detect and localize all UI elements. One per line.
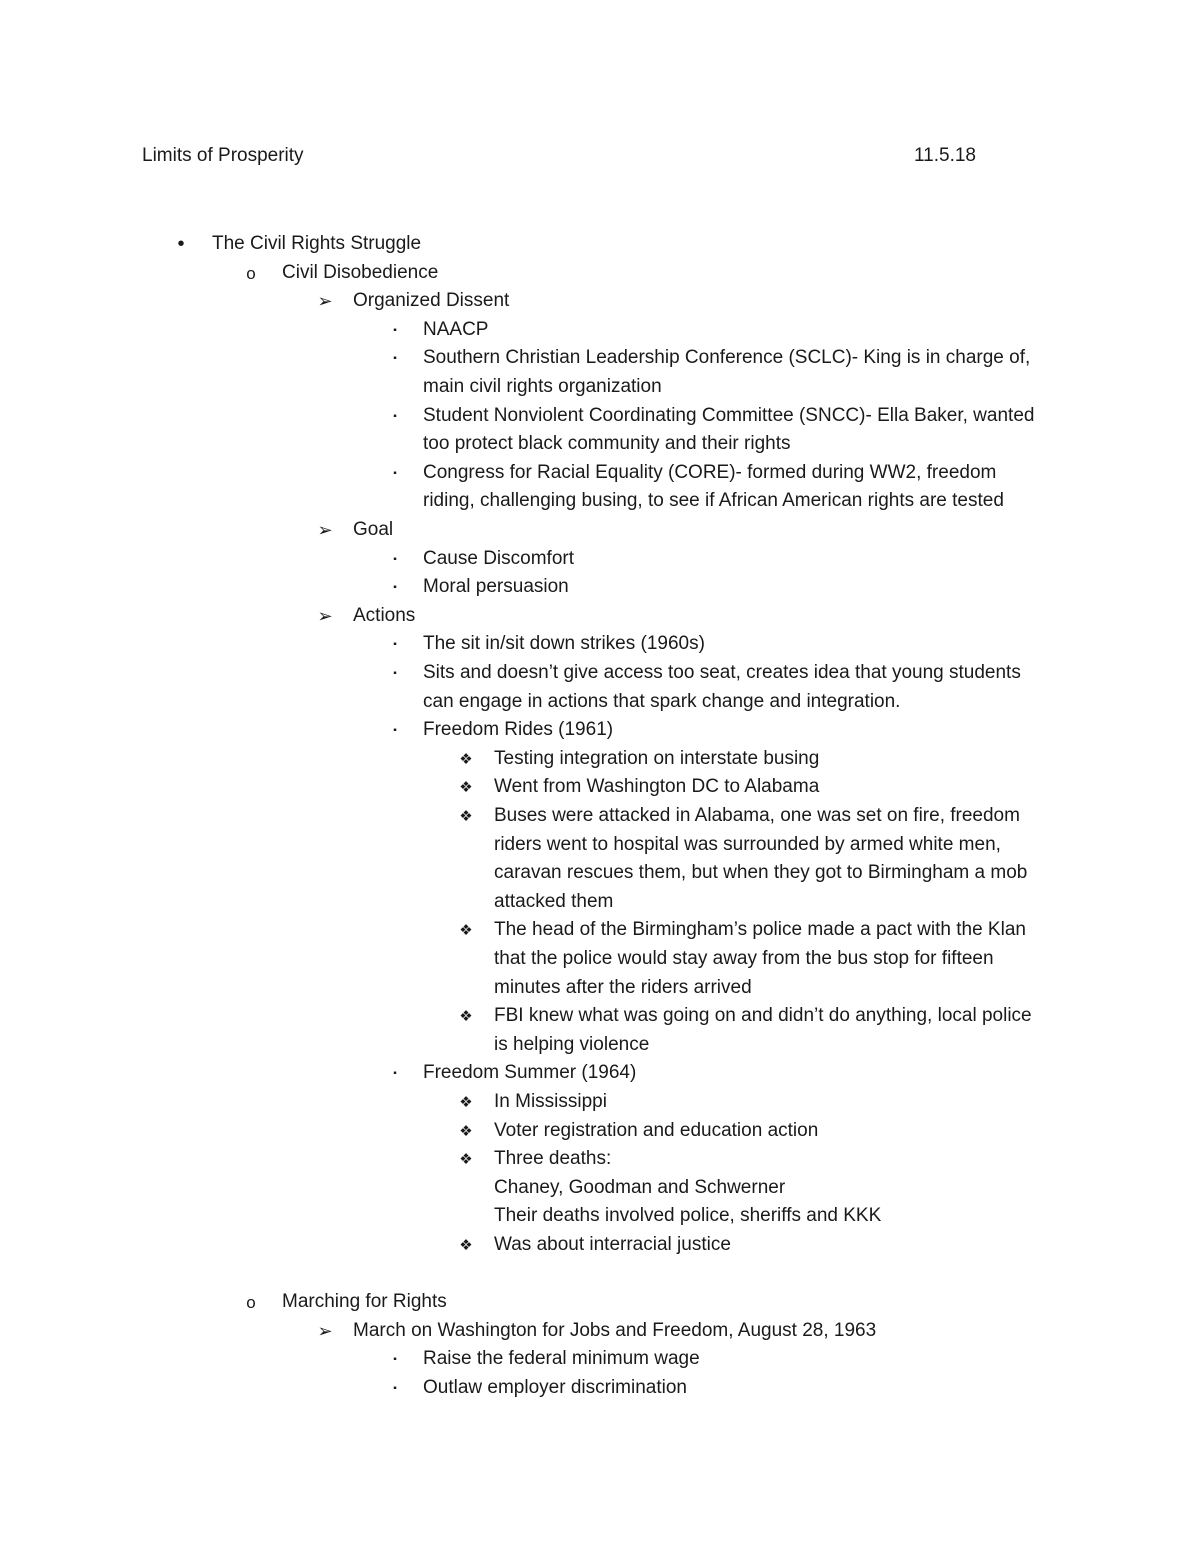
outline-line <box>393 1059 637 1087</box>
outline-line <box>459 1231 731 1259</box>
square-bullet-icon: ▪ <box>393 553 397 565</box>
square-bullet-icon: ▪ <box>393 725 397 737</box>
diamond-bullet-icon: ❖ <box>459 1094 473 1111</box>
outline-text: is helping violence <box>494 1033 650 1055</box>
outline-line <box>177 230 422 258</box>
arrow-bullet-icon: ➢ <box>317 291 333 312</box>
document-date: 11.5.18 <box>914 145 976 166</box>
outline-text: NAACP <box>423 318 489 340</box>
arrow-bullet-icon: ➢ <box>317 520 333 540</box>
outline-text: Voter registration and education action <box>494 1119 819 1141</box>
outline-line <box>459 745 820 773</box>
outline-line <box>459 916 1026 944</box>
square-bullet-icon: ▪ <box>393 582 397 594</box>
outline-line <box>459 773 820 801</box>
outline-line <box>459 1145 612 1173</box>
outline-text: Sits and doesn’t give access too seat, creates idea that young students <box>423 662 1021 683</box>
outline-text: caravan rescues them, but when they got to Birmingham a mob <box>494 862 1028 884</box>
outline-line <box>494 888 613 916</box>
outline-text: Testing integration on interstate busing <box>494 747 820 769</box>
arrow-bullet-icon: ➢ <box>317 605 333 626</box>
outline-line <box>317 1317 877 1345</box>
outline-line <box>393 1374 687 1402</box>
outline-line <box>459 1002 1032 1030</box>
outline-text: Buses were attacked in Alabama, one was set on fire, freedom <box>494 805 1020 826</box>
arrow-bullet-icon: ➢ <box>317 1320 333 1341</box>
outline-line <box>393 545 574 573</box>
outline-line <box>393 344 1031 372</box>
diamond-bullet-icon: ❖ <box>459 1008 473 1026</box>
outline-line <box>459 1088 607 1116</box>
outline-line <box>494 945 994 973</box>
square-bullet-icon: ▪ <box>393 668 397 679</box>
outline-text: main civil rights organization <box>423 376 662 397</box>
outline-text: Raise the federal minimum wage <box>423 1348 700 1370</box>
outline-text: Organized Dissent <box>353 290 510 312</box>
outline-text: Their deaths involved police, sheriffs and KKK <box>494 1205 882 1227</box>
outline-line <box>459 802 1020 830</box>
outline-line <box>317 516 394 544</box>
outline-text: Freedom Summer (1964) <box>423 1062 637 1084</box>
square-bullet-icon: ▪ <box>393 1068 397 1080</box>
outline-line <box>393 459 997 487</box>
outline-line <box>423 373 662 401</box>
outline-line <box>393 630 705 658</box>
outline-line <box>494 1031 649 1059</box>
bullet-icon: • <box>177 233 185 255</box>
square-bullet-icon: ▪ <box>393 353 397 365</box>
diamond-bullet-icon: ❖ <box>459 779 473 797</box>
circle-bullet-icon: o <box>246 263 256 283</box>
outline-line <box>494 1174 785 1202</box>
outline-line <box>494 859 1027 887</box>
outline-line <box>393 659 1021 687</box>
diamond-bullet-icon: ❖ <box>459 922 473 940</box>
outline-text: Marching for Rights <box>282 1291 447 1313</box>
outline-line <box>423 487 1004 515</box>
outline-text: Congress for Racial Equality (CORE)- formed during WW2, freedom <box>423 461 997 483</box>
outline-text: Was about interracial justice <box>494 1234 731 1255</box>
outline-text: March on Washington for Jobs and Freedom, August 28, 1963 <box>353 1319 877 1341</box>
outline-text: minutes after the riders arrived <box>494 976 752 998</box>
square-bullet-icon: ▪ <box>393 1383 397 1394</box>
outline-line <box>423 688 900 716</box>
outline-text: that the police would stay away from the bus stop for fifteen <box>494 948 994 969</box>
circle-bullet-icon: o <box>246 1293 256 1313</box>
outline-line <box>393 316 489 344</box>
diamond-bullet-icon: ❖ <box>459 750 473 768</box>
square-bullet-icon: ▪ <box>393 410 397 422</box>
outline-line <box>423 430 791 458</box>
outline-text: Student Nonviolent Coordinating Committee (SNCC)- Ella Baker, wanted <box>423 404 1035 426</box>
outline-text: too protect black community and their rights <box>423 433 791 455</box>
outline-line <box>317 602 416 630</box>
outline-text: Three deaths: <box>494 1148 612 1170</box>
outline-line <box>494 831 1001 859</box>
outline-line <box>459 1117 819 1145</box>
outline-text: Chaney, Goodman and Schwerner <box>494 1176 786 1198</box>
outline-line <box>246 1288 447 1316</box>
outline-text: The head of the Birmingham’s police made a pact with the Klan <box>494 919 1026 941</box>
outline-line <box>393 402 1035 430</box>
outline-text: FBI knew what was going on and didn’t do anything, local police <box>494 1005 1032 1027</box>
outline-line <box>393 573 569 601</box>
outline-text: Freedom Rides (1961) <box>423 719 614 741</box>
square-bullet-icon: ▪ <box>393 639 397 651</box>
outline-text: The sit in/sit down strikes (1960s) <box>423 633 705 655</box>
outline-text: Went from Washington DC to Alabama <box>494 776 820 798</box>
square-bullet-icon: ▪ <box>393 467 397 479</box>
diamond-bullet-icon: ❖ <box>459 808 473 825</box>
outline-line <box>494 1202 881 1230</box>
square-bullet-icon: ▪ <box>393 1354 397 1366</box>
outline-text: In Mississippi <box>494 1091 607 1112</box>
diamond-bullet-icon: ❖ <box>459 1151 473 1169</box>
outline-text: Civil Disobedience <box>282 261 439 283</box>
document-title: Limits of Prosperity <box>142 145 304 166</box>
outline-line <box>393 1345 700 1373</box>
outline-text: Moral persuasion <box>423 576 569 598</box>
outline-text: Southern Christian Leadership Conference (SCLC)- King is in charge of, <box>423 347 1031 369</box>
outline-text: attacked them <box>494 890 614 912</box>
outline-text: Cause Discomfort <box>423 547 574 569</box>
outline-text: Goal <box>353 519 394 540</box>
outline-line <box>494 974 752 1002</box>
diamond-bullet-icon: ❖ <box>459 1122 473 1140</box>
outline-line <box>317 287 510 315</box>
square-bullet-icon: ▪ <box>393 324 397 336</box>
diamond-bullet-icon: ❖ <box>459 1237 473 1254</box>
outline-text: Outlaw employer discrimination <box>423 1377 687 1398</box>
outline-line <box>246 259 439 287</box>
outline-line <box>393 716 614 744</box>
outline-text: The Civil Rights Struggle <box>212 233 422 254</box>
outline-text: riders went to hospital was surrounded by armed white men, <box>494 833 1001 855</box>
outline-text: riding, challenging busing, to see if African American rights are tested <box>423 490 1004 512</box>
outline-text: Actions <box>353 604 416 626</box>
outline-text: can engage in actions that spark change and integration. <box>423 690 901 712</box>
